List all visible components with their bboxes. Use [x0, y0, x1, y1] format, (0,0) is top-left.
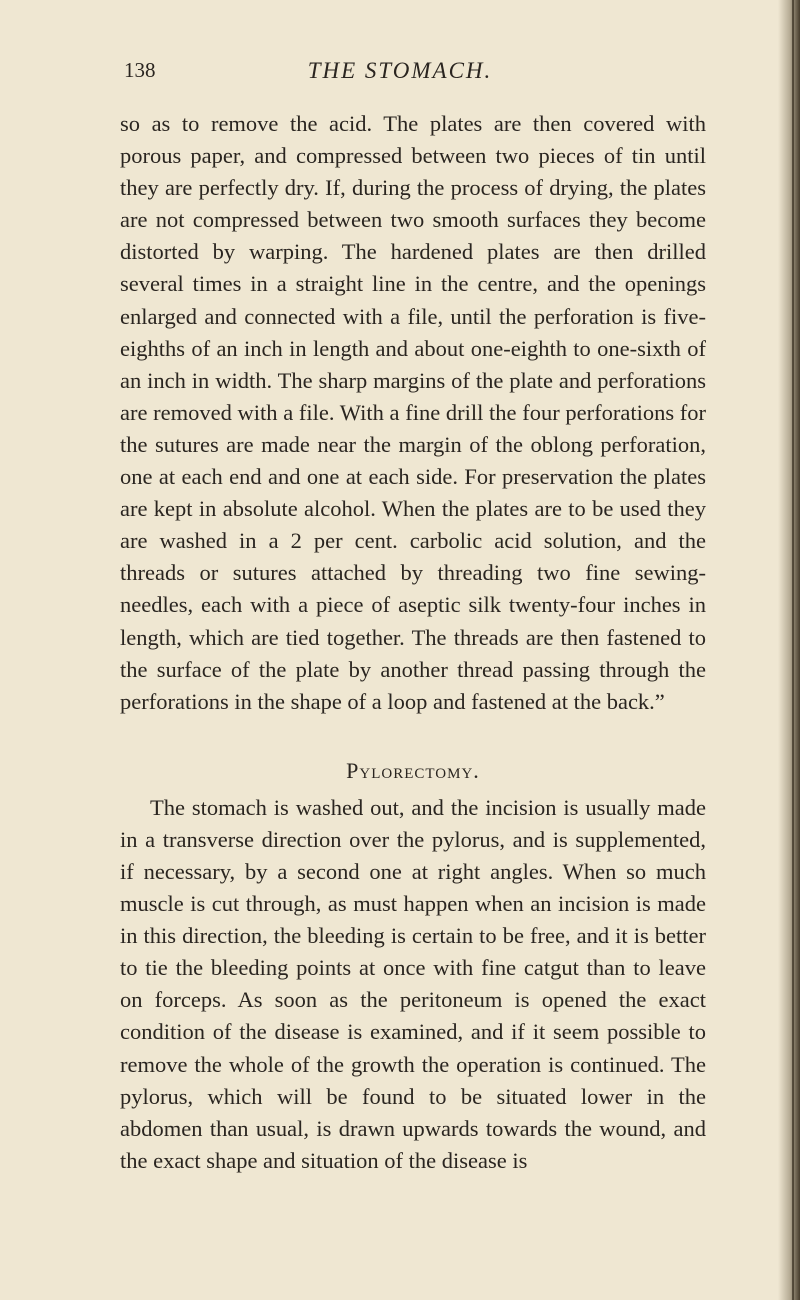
- running-title: THE STOMACH.: [307, 58, 493, 83]
- page-edge-line: [792, 0, 794, 1300]
- paragraph: The stomach is washed out, and the incision is usually made in a transverse direction over the pylorus, and is supplemented, if necessary, by a second one at right angles. When so much muscle is cut through, as must happen when an incision is made in this direction, the bleeding is certain to be free, and it is better to tie the bleeding points at once with fine catgut than to leave on forceps. As soon as the peritoneum is opened the exact condition of the disease is examined, and if it seem possible to remove the whole of the growth the operation is continued. The pylorus, which will be found to be situated lower in the abdomen than usual, is drawn upwards towards the wound, and the exact shape and situation of the disease is: [120, 794, 706, 1173]
- page-edge-shadow: [778, 0, 800, 1300]
- body-text: [120, 108, 706, 1177]
- paragraph-continuation: so as to remove the acid. The plates are then covered with porous paper, and compressed between two pieces of tin until they are perfectly dry. If, during the process of drying, the plates are not compressed between two smooth surfaces they become distorted by warping. The hardened plates are then drilled several times in a straight line in the centre, and the openings enlarged and connected with a file, until the perforation is five-eighths of an inch in length and about one-eighth to one-sixth of an inch in width. The sharp margins of the plate and perforations are removed with a file. With a fine drill the four perforations for the sutures are made near the margin of the oblong perforation, one at each end and one at each side. For preservation the plates are kept in absolute alcohol. When the plates are to be used they are washed in a 2 per cent. carbolic acid solution, and the threads or sutures attached by threading two fine sewing-needles, each with a piece of aseptic silk twenty-four inches in length, which are tied together. The threads are then fastened to the surface of the plate by another thread passing through the perforations in the shape of a loop and fastened at the back.”: [120, 111, 706, 714]
- section-heading: Pylorectomy.: [346, 757, 480, 783]
- page-number: 138: [124, 58, 156, 82]
